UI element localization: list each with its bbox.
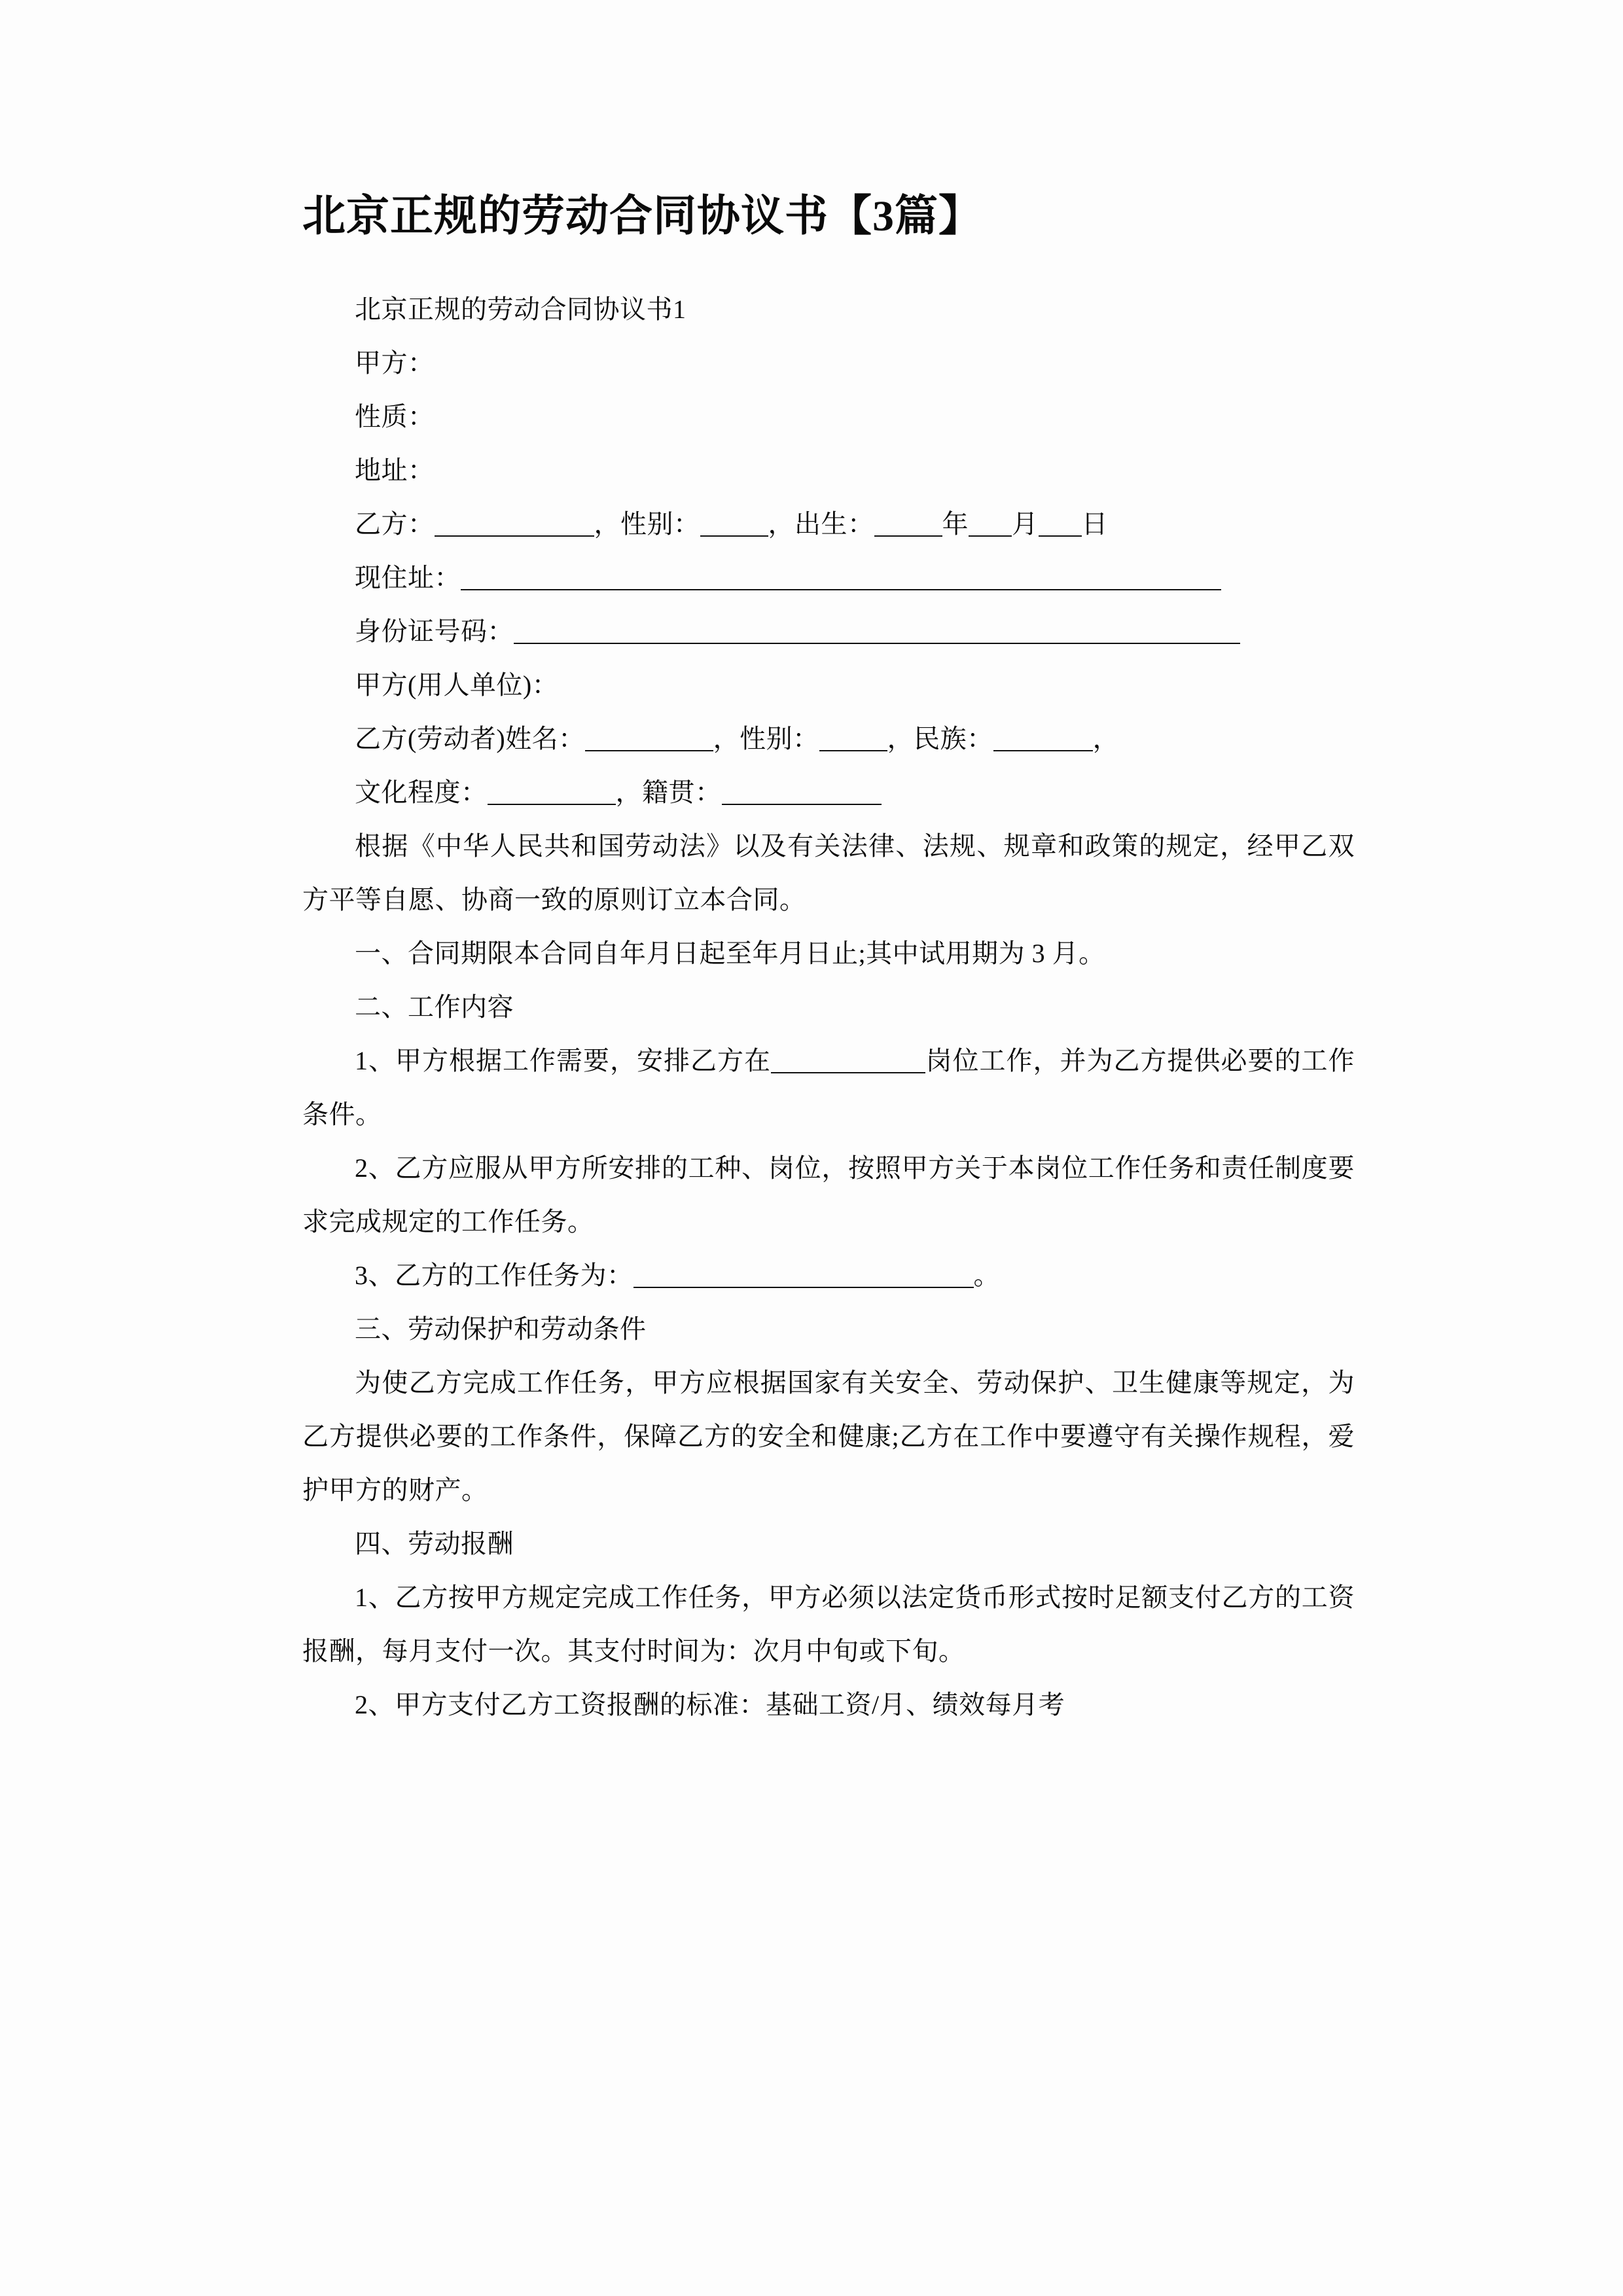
birth-month-unit: 月 [1012,509,1039,539]
section2-item1-suffix: 岗位工作，并为乙方提供必要的工作条件。 [302,1046,1355,1129]
party-b-name-blank[interactable] [435,513,594,537]
worker-ethnicity-blank[interactable] [993,728,1093,751]
section2-item1-prefix: 1、甲方根据工作需要，安排乙方在 [355,1046,771,1075]
worker-name-label: 乙方(劳动者)姓名： [355,724,585,753]
worker-sep-ethnicity: ，民族： [887,724,993,753]
worker-sep-gender: ，性别： [713,724,819,753]
page-title: 北京正规的劳动合同协议书【3篇】 [302,192,982,240]
preamble-paragraph: 根据《中华人民共和国劳动法》以及有关法律、法规、规章和政策的规定，经甲乙双方平等自愿、协商一致的原则订立本合同。 [302,831,1355,914]
party-b-gender-blank[interactable] [700,513,768,537]
worker-name-blank[interactable] [585,728,713,751]
job-position-blank[interactable] [771,1050,925,1073]
document-content [302,0,1355,1732]
section-heading-three: 三、劳动保护和劳动条件 [355,1314,647,1344]
field-education-line [302,766,1355,819]
birth-year-blank[interactable] [874,513,942,537]
field-party-a: 甲方： [355,348,435,378]
section-heading-one: 一、合同期限本合同自年月日起至年月日止;其中试用期为 3 月。 [355,939,1105,968]
party-b-label: 乙方： [355,509,435,539]
section2-item3-suffix: 。 [973,1261,1000,1290]
native-place-blank[interactable] [722,781,882,805]
id-number-label: 身份证号码： [355,617,514,646]
section2-item2: 2、乙方应服从甲方所安排的工种、岗位，按照甲方关于本岗位工作任务和责任制度要求完成规定的工作任务。 [302,1153,1355,1236]
birth-year-unit: 年 [942,509,969,539]
field-id-number-line [302,605,1355,658]
worker-gender-blank[interactable] [819,728,887,751]
field-nature: 性质： [355,402,435,431]
section2-item1 [302,1034,1355,1141]
education-blank[interactable] [488,781,616,805]
field-party-a-employer: 甲方(用人单位)： [355,670,559,700]
section4-item2: 2、甲方支付乙方工资报酬的标准：基础工资/月、绩效每月考 [355,1690,1065,1719]
party-b-sep-gender: ，性别： [594,509,700,539]
current-address-blank[interactable] [461,567,1221,590]
section2-item3-prefix: 3、乙方的工作任务为： [355,1261,633,1290]
birth-month-blank[interactable] [969,513,1012,537]
birth-day-blank[interactable] [1039,513,1082,537]
field-current-address-line [302,551,1355,605]
birth-day-unit: 日 [1081,509,1108,539]
education-label: 文化程度： [355,778,488,807]
worker-line-tail: ， [1092,724,1120,753]
section4-item1: 1、乙方按甲方规定完成工作任务，甲方必须以法定货币形式按时足额支付乙方的工资报酬，每月支付一次。其支付时间为：次月中旬或下旬。 [302,1583,1355,1666]
party-b-sep-birth: ，出生： [768,509,874,539]
section-heading-four: 四、劳动报酬 [355,1529,514,1558]
section3-item1: 为使乙方完成工作任务，甲方应根据国家有关安全、劳动保护、卫生健康等规定，为乙方提供必要的工作条件，保障乙方的安全和健康;乙方在工作中要遵守有关操作规程，爱护甲方的财产。 [302,1368,1355,1505]
section-heading-two: 二、工作内容 [355,992,514,1022]
field-address: 地址： [355,456,435,485]
field-party-b-worker-line [302,712,1355,766]
section2-item3 [302,1249,1355,1302]
field-party-b-line [302,497,1355,551]
work-task-blank[interactable] [633,1265,974,1288]
education-sep-origin: ，籍贯： [615,778,722,807]
title-spacer [302,242,1355,283]
section-heading-1: 北京正规的劳动合同协议书1 [355,295,687,324]
id-number-blank[interactable] [514,620,1240,644]
current-address-label: 现住址： [355,563,461,592]
